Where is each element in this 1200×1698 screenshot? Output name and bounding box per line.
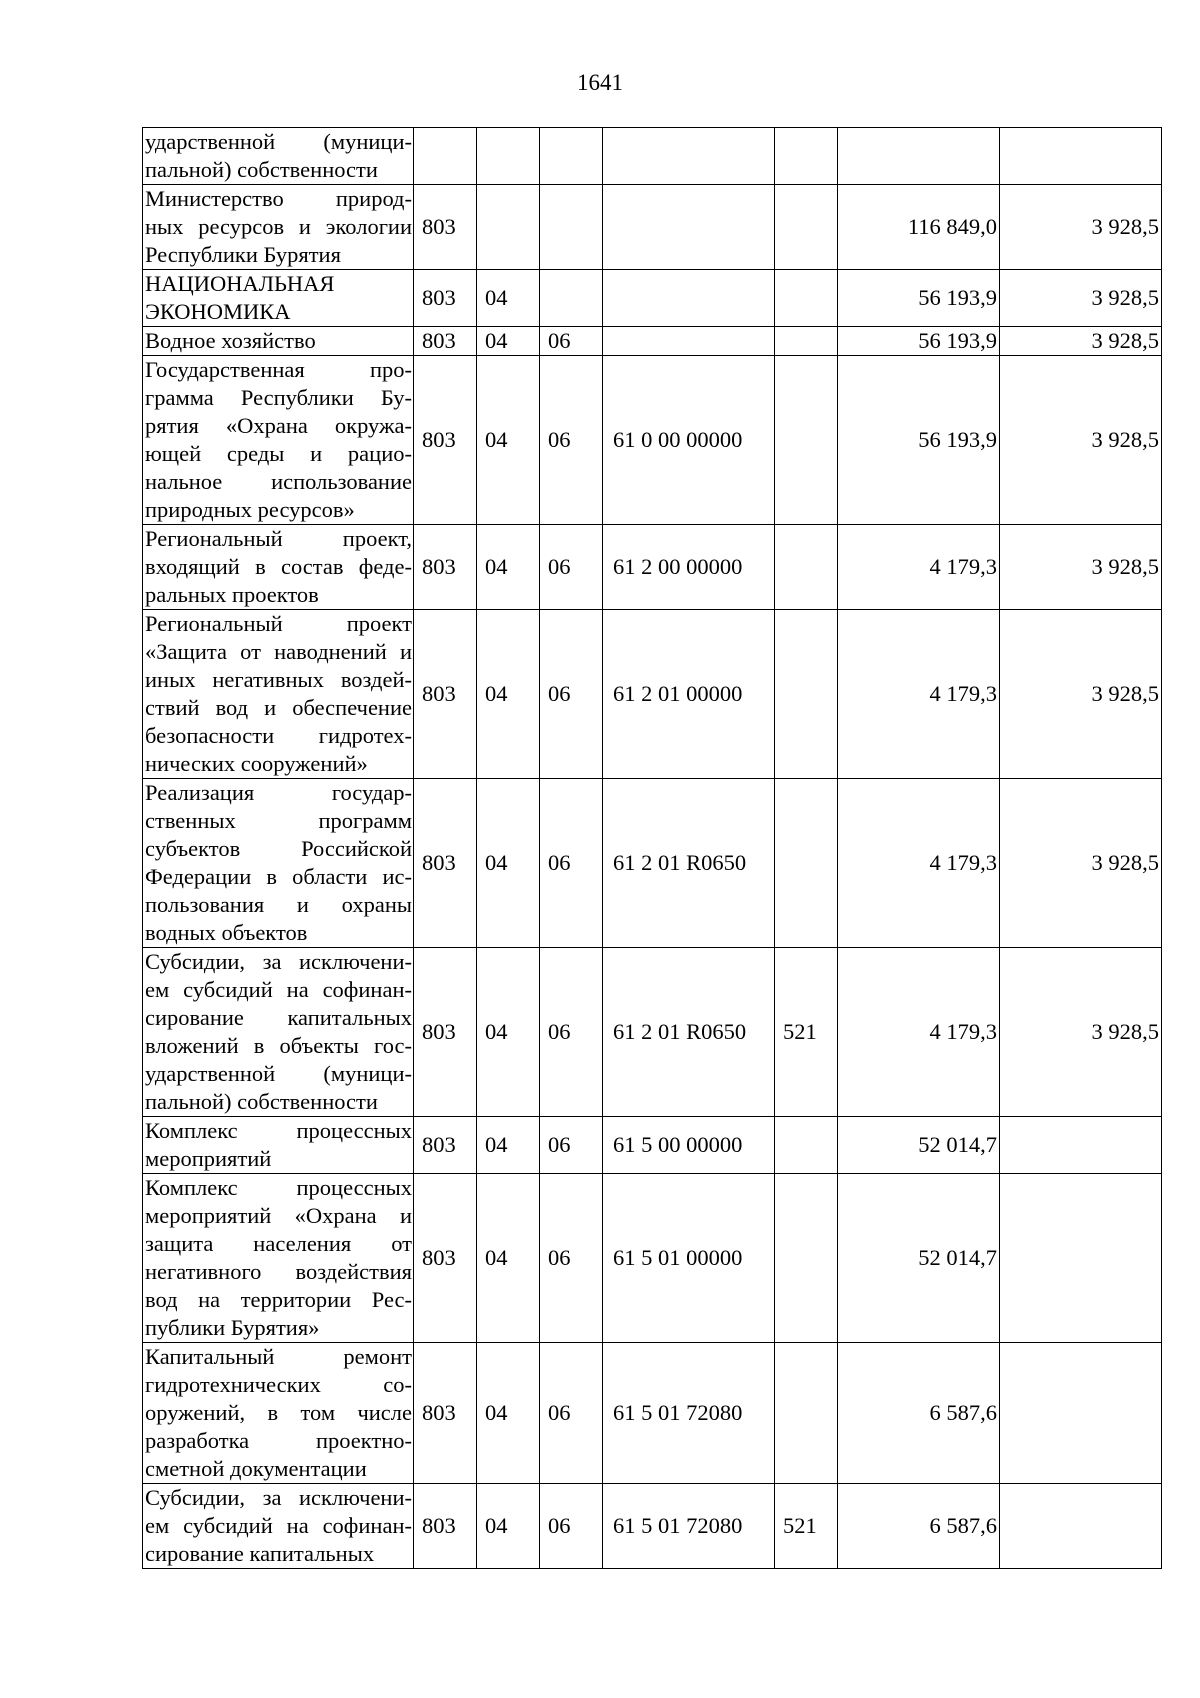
table-row <box>143 1117 1162 1174</box>
target-article-cell <box>603 327 775 356</box>
sum-federal-cell: 3 928,5 <box>1000 525 1162 610</box>
table-row <box>143 128 1162 185</box>
item-name-line: Комплекс процессных <box>145 1118 412 1143</box>
item-name-line: гидротехнических со- <box>145 1372 412 1397</box>
item-name-line: пальной) собственности <box>145 1089 378 1114</box>
table-row <box>143 948 1162 1117</box>
sum-total-cell: 4 179,3 <box>838 610 1000 779</box>
admin-code-cell: 803 <box>414 185 477 270</box>
item-name-line: мероприятий «Охрана и <box>145 1203 412 1228</box>
sum-total-cell: 52 014,7 <box>838 1174 1000 1343</box>
admin-code-cell: 803 <box>414 1174 477 1343</box>
admin-code-cell: 803 <box>414 948 477 1117</box>
target-article-cell: 61 5 00 00000 <box>603 1117 775 1174</box>
item-name-cell <box>143 1174 414 1343</box>
table-row <box>143 185 1162 270</box>
table-row <box>143 356 1162 525</box>
table-row <box>143 1484 1162 1569</box>
item-name-line: ральных проектов <box>145 582 319 607</box>
sum-total-cell: 4 179,3 <box>838 948 1000 1117</box>
expense-type-cell: 521 <box>775 948 838 1117</box>
admin-code-cell: 803 <box>414 270 477 327</box>
sum-federal-cell: 3 928,5 <box>1000 356 1162 525</box>
table-row <box>143 610 1162 779</box>
budget-table-body <box>143 128 1162 1569</box>
subsection-code-cell: 06 <box>540 1174 603 1343</box>
section-code-cell: 04 <box>477 270 540 327</box>
item-name-line: природных ресурсов» <box>145 497 355 522</box>
item-name-line: сирование капитальных <box>145 1005 412 1030</box>
item-name-cell <box>143 1343 414 1484</box>
sum-total-cell: 56 193,9 <box>838 270 1000 327</box>
item-name-line: публики Бурятия» <box>145 1315 320 1340</box>
subsection-code-cell: 06 <box>540 1343 603 1484</box>
item-name-line: иных негативных воздей- <box>145 667 412 692</box>
page-number: 1641 <box>577 70 623 95</box>
item-name-line: нических сооружений» <box>145 751 368 776</box>
admin-code-cell: 803 <box>414 1343 477 1484</box>
admin-code-cell: 803 <box>414 610 477 779</box>
target-article-cell <box>603 185 775 270</box>
item-name-cell <box>143 1484 414 1569</box>
subsection-code-cell: 06 <box>540 1117 603 1174</box>
sum-total-cell: 4 179,3 <box>838 525 1000 610</box>
item-name-line: оружений, в том числе <box>145 1400 412 1425</box>
section-code-cell: 04 <box>477 610 540 779</box>
item-name-line: Региональный проект <box>145 611 412 636</box>
expense-type-cell <box>775 779 838 948</box>
admin-code-cell: 803 <box>414 356 477 525</box>
target-article-cell: 61 0 00 00000 <box>603 356 775 525</box>
item-name-cell <box>143 356 414 525</box>
item-name-line: ных ресурсов и экологии <box>145 214 412 239</box>
sum-federal-cell <box>1000 1343 1162 1484</box>
target-article-cell: 61 5 01 72080 <box>603 1343 775 1484</box>
expense-type-cell <box>775 1343 838 1484</box>
item-name-line: вложений в объекты гос- <box>145 1033 412 1058</box>
table-row <box>143 1174 1162 1343</box>
expense-type-cell <box>775 356 838 525</box>
item-name-line: Государственная про- <box>145 357 412 382</box>
item-name-cell <box>143 525 414 610</box>
item-name-line: вод на территории Рес- <box>145 1287 412 1312</box>
target-article-cell: 61 2 01 R0650 <box>603 948 775 1117</box>
sum-federal-cell: 3 928,5 <box>1000 610 1162 779</box>
item-name-cell <box>143 610 414 779</box>
table-row <box>143 525 1162 610</box>
sum-total-cell: 56 193,9 <box>838 327 1000 356</box>
item-name-line: ющей среды и рацио- <box>145 441 412 466</box>
item-name-line: Федерации в области ис- <box>145 864 412 889</box>
expense-type-cell <box>775 1117 838 1174</box>
section-code-cell: 04 <box>477 356 540 525</box>
item-name-line: Республики Бурятия <box>145 242 341 267</box>
admin-code-cell: 803 <box>414 1117 477 1174</box>
subsection-code-cell <box>540 128 603 185</box>
item-name-line: Водное хозяйство <box>145 328 316 353</box>
item-name-line: Региональный проект, <box>145 526 412 551</box>
expense-type-cell <box>775 525 838 610</box>
sum-federal-cell <box>1000 128 1162 185</box>
admin-code-cell: 803 <box>414 525 477 610</box>
item-name-line: негативного воздействия <box>145 1259 412 1284</box>
subsection-code-cell <box>540 270 603 327</box>
item-name-line: ственных программ <box>145 808 412 833</box>
sum-federal-cell <box>1000 1484 1162 1569</box>
sum-total-cell: 116 849,0 <box>838 185 1000 270</box>
item-name-cell <box>143 948 414 1117</box>
subsection-code-cell: 06 <box>540 525 603 610</box>
item-name-line: водных объектов <box>145 920 308 945</box>
section-code-cell: 04 <box>477 1343 540 1484</box>
item-name-line: ЭКОНОМИКА <box>145 299 291 324</box>
item-name-line: НАЦИОНАЛЬНАЯ <box>145 271 335 296</box>
subsection-code-cell: 06 <box>540 327 603 356</box>
sum-federal-cell: 3 928,5 <box>1000 270 1162 327</box>
subsection-code-cell <box>540 185 603 270</box>
subsection-code-cell: 06 <box>540 610 603 779</box>
item-name-line: сирование капитальных <box>145 1541 375 1566</box>
target-article-cell: 61 2 01 R0650 <box>603 779 775 948</box>
sum-federal-cell: 3 928,5 <box>1000 948 1162 1117</box>
target-article-cell: 61 2 00 00000 <box>603 525 775 610</box>
item-name-cell <box>143 185 414 270</box>
sum-total-cell: 52 014,7 <box>838 1117 1000 1174</box>
item-name-line: грамма Республики Бу- <box>145 385 412 410</box>
target-article-cell <box>603 128 775 185</box>
target-article-cell <box>603 270 775 327</box>
item-name-cell <box>143 327 414 356</box>
item-name-line: ем субсидий на софинан- <box>145 977 412 1002</box>
section-code-cell: 04 <box>477 525 540 610</box>
item-name-line: Реализация государ- <box>145 780 412 805</box>
item-name-line: ударственной (муници- <box>145 129 412 154</box>
table-row <box>143 1343 1162 1484</box>
item-name-line: Субсидии, за исключени- <box>145 949 412 974</box>
sum-total-cell: 6 587,6 <box>838 1343 1000 1484</box>
table-row <box>143 327 1162 356</box>
item-name-cell <box>143 1117 414 1174</box>
section-code-cell: 04 <box>477 948 540 1117</box>
sum-total-cell: 6 587,6 <box>838 1484 1000 1569</box>
item-name-line: «Защита от наводнений и <box>145 639 412 664</box>
admin-code-cell: 803 <box>414 1484 477 1569</box>
admin-code-cell: 803 <box>414 327 477 356</box>
subsection-code-cell: 06 <box>540 948 603 1117</box>
item-name-line: мероприятий <box>145 1146 272 1171</box>
sum-total-cell <box>838 128 1000 185</box>
item-name-line: ударственной (муници- <box>145 1061 412 1086</box>
table-row <box>143 779 1162 948</box>
item-name-line: нальное использование <box>145 469 412 494</box>
admin-code-cell <box>414 128 477 185</box>
item-name-line: защита населения от <box>145 1231 412 1256</box>
table-row <box>143 270 1162 327</box>
expense-type-cell <box>775 327 838 356</box>
expense-type-cell: 521 <box>775 1484 838 1569</box>
expense-type-cell <box>775 610 838 779</box>
sum-federal-cell <box>1000 1174 1162 1343</box>
section-code-cell: 04 <box>477 779 540 948</box>
section-code-cell: 04 <box>477 1484 540 1569</box>
item-name-line: рятия «Охрана окружа- <box>145 413 412 438</box>
sum-federal-cell: 3 928,5 <box>1000 327 1162 356</box>
section-code-cell <box>477 128 540 185</box>
item-name-line: разработка проектно- <box>145 1428 412 1453</box>
sum-federal-cell: 3 928,5 <box>1000 185 1162 270</box>
sum-total-cell: 4 179,3 <box>838 779 1000 948</box>
item-name-line: Комплекс процессных <box>145 1175 412 1200</box>
item-name-cell <box>143 779 414 948</box>
subsection-code-cell: 06 <box>540 1484 603 1569</box>
target-article-cell: 61 2 01 00000 <box>603 610 775 779</box>
expense-type-cell <box>775 270 838 327</box>
item-name-line: Министерство природ- <box>145 186 412 211</box>
expense-type-cell <box>775 128 838 185</box>
item-name-line: сметной документации <box>145 1456 367 1481</box>
budget-table <box>142 127 1162 1569</box>
target-article-cell: 61 5 01 72080 <box>603 1484 775 1569</box>
target-article-cell: 61 5 01 00000 <box>603 1174 775 1343</box>
sum-total-cell: 56 193,9 <box>838 356 1000 525</box>
item-name-line: безопасности гидротех- <box>145 723 412 748</box>
section-code-cell: 04 <box>477 1174 540 1343</box>
subsection-code-cell: 06 <box>540 356 603 525</box>
item-name-line: ем субсидий на софинан- <box>145 1513 412 1538</box>
section-code-cell: 04 <box>477 1117 540 1174</box>
item-name-cell <box>143 128 414 185</box>
section-code-cell <box>477 185 540 270</box>
item-name-line: Капитальный ремонт <box>145 1344 412 1369</box>
item-name-line: пальной) собственности <box>145 157 378 182</box>
item-name-cell <box>143 270 414 327</box>
expense-type-cell <box>775 185 838 270</box>
sum-federal-cell <box>1000 1117 1162 1174</box>
item-name-line: Субсидии, за исключени- <box>145 1485 412 1510</box>
sum-federal-cell: 3 928,5 <box>1000 779 1162 948</box>
item-name-line: входящий в состав феде- <box>145 554 412 579</box>
section-code-cell: 04 <box>477 327 540 356</box>
subsection-code-cell: 06 <box>540 779 603 948</box>
item-name-line: пользования и охраны <box>145 892 412 917</box>
item-name-line: ствий вод и обеспечение <box>145 695 412 720</box>
expense-type-cell <box>775 1174 838 1343</box>
item-name-line: субъектов Российской <box>145 836 412 861</box>
admin-code-cell: 803 <box>414 779 477 948</box>
